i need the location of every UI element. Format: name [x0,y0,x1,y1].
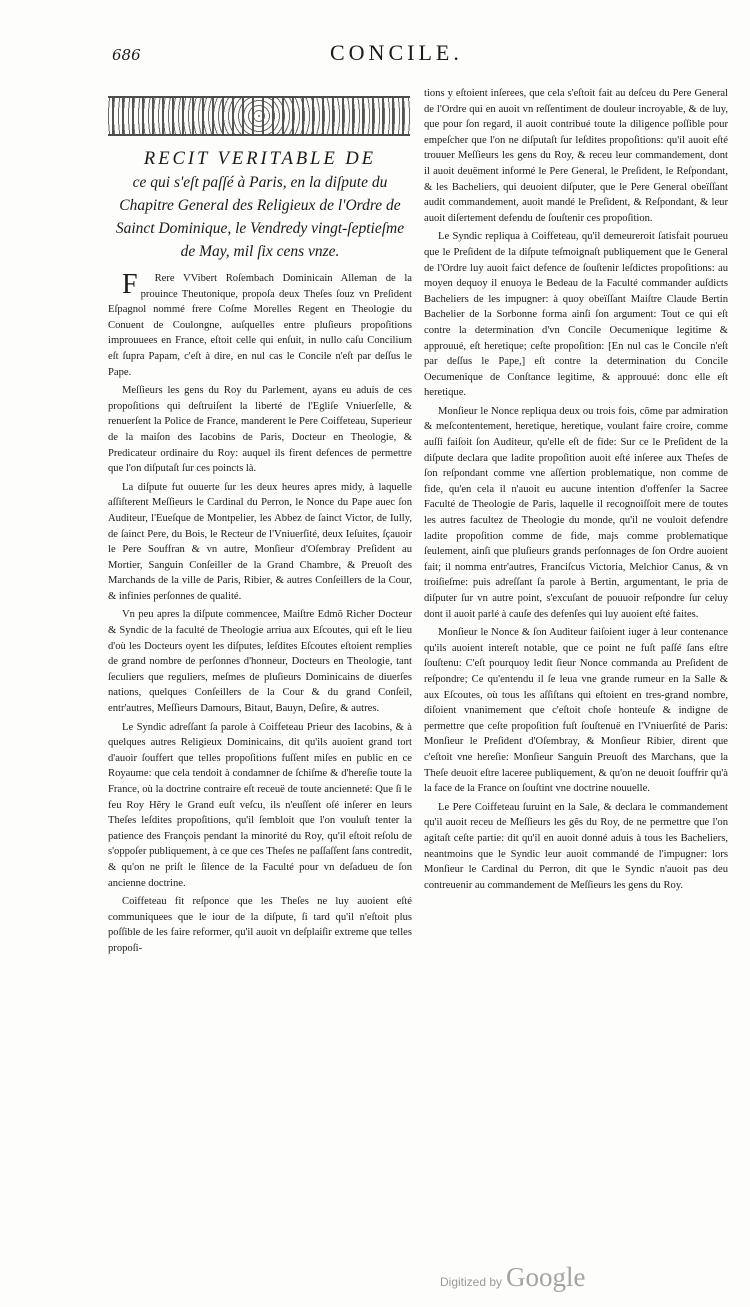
page-number: 686 [112,46,141,64]
ornamental-band [108,96,410,136]
paragraph: Monſieur le Nonce repliqua deux ou trois fois, cõme par admiration & meſcontentement, heretique, heretique, voulant faire croire, comme auſſi faiſoit ſon Auditeur, qu'elle eſt de fide: Sur ce le Preſident de la diſpute declara que ladite propoſition auoit eſté inſeree aux Theſes de ſon reſpondant comme vne aſſertion problematique, non comme de fide, qu'en cela il n'auoit eu aucune intention d'offenſer la Sacree Faculté de Theologie de Paris, laquelle il recognoiſſoit mere de toutes les autres facultez de Theologie du monde, qu'il ne vouloit defendre ladite propoſition comme de fide, majs comme problematique ſeulement, ainſi que pluſieurs grands perſonnages de ſon Ordre auoient fait; il nomma entr'autres, Franciſcus Victoria, Melchior Canus, & vn troiſieſme: puis adreſſant ſa parole à Bertin, argumentant, le pria de diſputer ſur vn autre point, s'excuſant de pouuoir reſpondre ſur celuy dont il auoit parlé à cauſe des defenſes qui luy auoient eſté faites. [424,405,728,620]
paragraph-continued: tions y eſtoient inſerees, que cela s'eſtoit fait au deſceu du Pere General de l'Ordre qui en auoit vn reſſentiment de douleur incroyable, & de luy, que pour ſon regard, il auoit contribué toute la diligence poſſible pour empeſcher que l'on ne diſputaſt ſur leſdites propoſitions: qu'il auoit eſté trouuer Meſſieurs les gens du Roy, & receu leur commandement, dont il auoit deuëment informé le Pere General, le Preſident, le Reſpondant, & les Bacheliers, qui deuoient diſputer, que le Pere General obeïſſant audit commandement, auoit mandé le Preſident, & Reſpondant, & leur auoit diſertement defendu de ſouſtenir ces propoſition. [424,88,728,224]
paragraph: Vn peu apres la diſpute commencee, Maiſtre Edmõ Richer Docteur & Syndic de la faculté de Theologie arriua aux Eſcoutes, qui eſt le lieu d'où les Docteurs oyent les diſputes, leſdites Eſcoutes eſtoient remplies de grand nombre de perſonnes d'honneur, Docteurs en Theologie, tant ſeculiers que reguliers, meſmes de pluſieurs Dominicains de diuerſes nations, quelques Conſeillers de la Cour & du grand Conſeil, entr'autres, Meſſieurs Damours, Bitaut, Bauyn, Deſire, & autres. [108,609,412,715]
paragraph: FRere VVibert Roſembach Dominicain Alleman de la prouince Theutonique, propoſa deux Theſes ſouz vn Preſident Eſpagnol nommé frere Coſme Morelles Regent en Theologie du Conuent de Coulongne, auſquelles entre pluſieurs propoſitions improuuees en France, eſtoit celle qui enſuit, in nullo caſu Concilium eſt ſupra Papam, c'eſt à dire, en nul cas le Concile n'eſt par deſſus le Pape. [108,269,412,378]
paragraph: Le Syndic repliqua à Coiffeteau, qu'il demeureroit ſatisfait pourueu que le Preſident de la diſpute teſmoignaſt publiquement que le General de l'Ordre luy auoit faict defence de ſouſtenir leſdictes propoſitions: au moyen dequoy il enuoya le Bedeau de la Faculté commander auſdicts Bacheliers de les impugner: à quoy obeïſſant Maiſtre Claude Bertin Bachelier de la Sorbonne forma ainſi ſon argument: Tout ce qui eſt contre la determination d'vn Concile Oecumenique legitime & approuué, eſt heretique; ceſte propoſition: [En nul cas le Concile n'eſt par deſſus le Pape,] eſt contre la determination du Concile Oecumenique de Conſtance legitime, & approuué: donc elle eſt heretique. [424,231,728,399]
paragraph: Monſieur le Nonce & ſon Auditeur faiſoient iuger à leur contenance qu'ils auoient intereſt notable, que ce point ne fuſt paſſé ſans eſtre ſouſtenu: C'eſt pourquoy ledit ſieur Nonce commanda au Preſident de reſpondre; Ce qu'entendu il ſe leua vne grande rumeur en la Salle & aux Eſcoutes, où tous les aſſiſtans qui eſtoient en tres-grand nombre, diſoient vnanimement que c'eſtoit choſe honteuſe & indigne de permettre que ceſte propoſition fuſt ſouſtenuë en l'Vniuerſité de Paris: Monſieur le Preſident d'Oſembray, & Monſieur Ribier, dirent que c'eſtoit vne hereſie: Monſieur Sanguin Preuoſt des Marchans, que la Theſe deuoit eſtre laceree publiquement, & qu'on ne deuoit ſouffrir qu'à la face de la France on ſouſtint vne doctrine nouuelle. [424,627,728,795]
paragraph: La diſpute fut ouuerte ſur les deux heures apres midy, à laquelle aſſiſterent Meſſieurs le Cardinal du Perron, le Nonce du Pape auec ſon Auditeur, l'Eueſque de Montpelier, les Abbez de ſainct Victor, de Iully, de ſainct Pere, du Bois, le Recteur de l'Vniuerſité, deux Ieſuites, ſçauoir le Pere Souffran & vn autre, Monſieur d'Oſembray Preſident au Mortier, Sanguin Conſeiller de la Grand Chambre, & Preuoſt des Marchands de la ville de Paris, Ribier, & autres Conſeillers de la Cour, & infinies perſonnes de qualité. [108,481,412,602]
title-subtitle: ce qui s'eſt paſſé à Paris, en la diſpute du Chapitre General des Religieux de l'Ordre de Sainct Dominique, le Vendredy vingt-ſeptieſme de May, mil ſix cens vnze. [115,174,405,260]
google-logo: Google [506,1262,586,1292]
digitized-by-watermark [440,1262,586,1293]
paragraph: Meſſieurs les gens du Roy du Parlement, ayans eu aduis de ces propoſitions qui deſtruiſent la liberté de l'Egliſe Vniuerſelle, & renuerſent la Police de France, manderent le Pere Coiffeteau, Superieur de la maiſon des Iacobins de Paris, Docteur en Theologie, & Predicateur ordinaire du Roy: auquel ils firent defences de permettre que l'on diſputaſt ſur ces poincts là. [108,385,412,475]
paragraph: Le Pere Coiffeteau ſuruint en la Sale, & declara le commandement qu'il auoit receu de Meſſieurs les gẽs du Roy, de ne permettre que l'on agitaſt ceſte partie: dit qu'il en auoit donné aduis à tous les Bacheliers, neantmoins que le Syndic leur auoit commandé de l'impugner: lors Monſieur le Cardinal du Perron, dit que le Syndic n'auoit pas deu contreuenir au commandement de Meſſieurs les gens du Roy. [424,801,728,891]
title-line-1: RECIT VERITABLE DE [143,149,377,169]
right-column [424,86,728,896]
paragraph: Le Syndic adreſſant ſa parole à Coiffeteau Prieur des Iacobins, & à quelques autres Religieux Dominicains, dit qu'ils auoient grand tort d'auoir ſouffert que telles propoſitions fuſſent miſes en public en ce Royaume: que cela tendoit à condamner de ſchiſme & d'hereſie toute la France, où la doctrine contraire eſt receuë de toute ancienneté: Que ſi le feu Roy Hẽry le Grand euſt veſcu, ils n'euſſent oſé inſerer en leurs Theſes leſdites propoſitions, qu'il ſembloit que l'on vouluſt tenter la patience des François pendant la minorité du Roy, qu'il eſtoit reſolu de s'oppoſer publiquement, à ce que ces Theſes ne paſſaſſent ſans contredit, & qu'on ne priſt le ſilence de la Faculté pour vn deſadueu de ſon ancienne doctrine. [108,721,412,889]
article-title [108,147,412,263]
digitized-by-text: Digitized by [440,1275,503,1289]
running-head: CONCILE. [330,40,463,65]
left-column [108,147,412,960]
paragraph: Coiffeteau fit reſponce que les Theſes ne luy auoient eſté communiquees que le iour de la diſpute, ſi tard qu'il n'eſtoit plus poſſible de les faire reformer, qu'il auoit vn deſplaiſir extreme que telles propoſi- [108,896,412,954]
